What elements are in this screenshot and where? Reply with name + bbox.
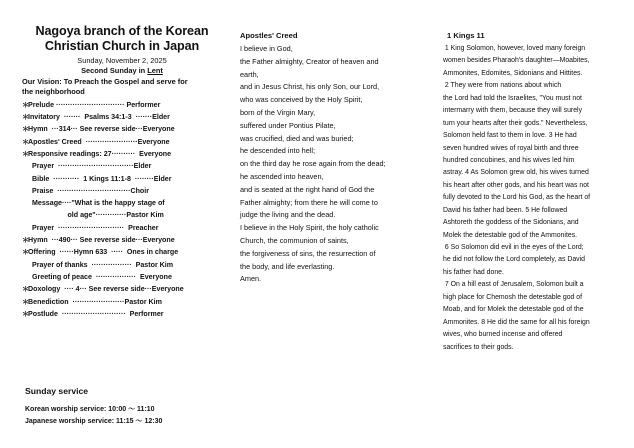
order-item-text: Prayer ···························· Preacher [32,223,159,232]
scripture-line: the Lord had told the Israelites, "You must not [443,94,582,102]
standing-mark: ＊ [22,100,30,109]
order-item [22,185,222,197]
sunday-season: Lent [147,66,163,75]
order-item [22,246,222,258]
order-item [22,222,222,234]
order-item-text: Postlude ··························· Performer [28,309,164,318]
standing-mark: ＊ [22,309,30,318]
scripture-line: wives, who burned incense and offered [443,331,563,339]
service-date: Sunday, November 2, 2025 [77,56,167,65]
scripture-line: intermarry with them, because they will surely [443,107,583,115]
sunday-prefix: Second Sunday in [81,66,148,75]
middle-column [240,0,425,286]
creed-text [240,43,425,286]
creed-line: and is seated at the right hand of God the [240,184,375,194]
standing-mark: ＊ [22,285,30,294]
order-item-text: Offering ······Hymn 633 ····· Ones in charge [28,248,179,257]
creed-line: who was conceived by the Holy Spirit, [240,95,363,105]
creed-line: he ascended into heaven, [240,171,324,181]
standing-mark: ＊ [22,125,30,134]
creed-line: Amen. [240,274,262,284]
scripture-line: turn your hearts after their gods." Nevertheless, [443,119,588,127]
japanese-service-time: Japanese worship service: 11:15 ～ 12:30 [25,418,163,425]
creed-line: the body, and life everlasting. [240,261,335,271]
order-item-text: Bible ··········· 1 Kings 11:1-8 ········Elder [32,174,172,183]
order-item-text: Benediction ······················Pastor Kim [28,297,162,306]
creed-line: Church, the communion of saints, [240,235,349,245]
scripture-line: Ammonites, Edomites, Sidonians and Hittites. [443,69,583,77]
standing-mark: ＊ [22,113,30,122]
order-item-text: Hymn ···490··· See reverse side···Everyone [28,236,175,245]
order-of-worship [22,99,222,320]
scripture-line: Solomon held fast to them in love. 3 He had [443,132,577,140]
creed-line: on the third day he rose again from the dead; [240,159,386,169]
order-item [22,99,222,111]
standing-mark: ＊ [22,236,30,245]
scripture-line: Ammonites. 8 He did the same for all his foreign [443,318,590,326]
order-item [22,173,222,185]
church-title-line1: Nagoya branch of the Korean [35,24,209,38]
church-title [22,24,222,54]
order-item-text: Prayer ································Elder [32,162,152,171]
scripture-line: his heart after other gods, and his heart was not [443,181,589,189]
creed-line: he descended into hell; [240,146,316,156]
scripture-line: he did not follow the Lord completely, as David [443,256,585,264]
scripture-line: 2 They were from nations about which [443,82,562,90]
scripture-line: his father had done. [443,268,504,276]
vision-line2: the neighborhood [22,87,85,97]
order-item-text: Doxology ···· 4··· See reverse side···Everyone [28,285,184,294]
order-item [22,308,222,320]
scripture-line: hundred concubines, and his wives led him [443,156,575,164]
scripture-line: seven hundred wives of royal birth and three [443,144,579,152]
order-item [22,271,222,283]
sunday-service-heading: Sunday service [25,386,89,396]
creed-title: Apostles' Creed [240,31,298,40]
order-item-text: Responsive readings: 27·········· Everyone [28,150,172,158]
creed-line: judge the living and the dead. [240,210,336,220]
scripture-line: 7 On a hill east of Jerusalem, Solomon built a [443,281,584,289]
standing-mark: ＊ [22,137,30,146]
order-item-text: Prayer of thanks ················· Pastor Kim [32,260,174,269]
church-title-line2: Christian Church in Japan [44,39,200,53]
order-item [22,123,222,135]
liturgical-sunday [22,66,222,76]
scripture-line: Ashtoreth the goddess of the Sidonians, and [443,219,579,227]
order-item-text: Praise ·······························Choir [32,186,149,195]
order-item [22,296,222,308]
order-item-text: Hymn ···314··· See reverse side···Everyone [28,125,175,134]
creed-line: was crucified, died and was buried; [240,133,354,143]
left-column [22,0,222,320]
creed-line: born of the Virgin Mary, [240,107,316,117]
standing-mark: ＊ [22,150,30,158]
order-item-text: Greeting of peace ················· Everyone [32,272,172,281]
scripture-line: 1 King Solomon, however, loved many foreign [443,45,586,52]
scripture-title: 1 Kings 11 [447,31,485,40]
order-item-text: Prelude ····························· Performer [28,100,161,109]
korean-service-time: Korean worship service: 10:00 ～ 11:10 [25,406,155,413]
scripture-line: Moab, and for Molek the detestable god of the [443,306,584,314]
creed-line: Father almighty; from there he will come to [240,197,378,207]
scripture-text [443,43,623,354]
creed-line: and in Jesus Christ, his only Son, our Lord, [240,82,380,92]
standing-mark: ＊ [22,248,30,257]
creed-line: I believe in God, [240,44,293,53]
order-item [22,160,222,172]
creed-line: earth, [240,69,259,79]
order-item [22,283,222,295]
creed-line: the Father almighty, Creator of heaven and [240,56,379,66]
vision-line1: Our Vision: To Preach the Gospel and serve for [22,77,188,86]
scripture-line: women besides Pharaoh's daughter—Moabites, [443,57,590,65]
order-item-text: Invitatory ······· Psalms 34:1-3 ·······Elder [28,113,170,122]
scripture-line: fully devoted to the Lord his God, as the heart of [443,194,591,202]
right-column [443,0,623,354]
scripture-line: sacrifices to their gods. [443,343,514,351]
order-item [22,234,222,246]
scripture-line: 6 So Solomon did evil in the eyes of the Lord; [443,244,584,251]
scripture-line: Molek the detestable god of the Ammonites. [443,231,578,239]
creed-line: suffered under Pontius Pilate, [240,120,336,130]
creed-line: the forgiveness of sins, the resurrection of [240,248,376,258]
scripture-line: astray. 4 As Solomon grew old, his wives turned [443,169,589,177]
standing-mark: ＊ [22,297,30,306]
order-item [22,259,222,271]
order-item-text: old age"·············Pastor Kim [32,211,164,220]
order-item-text: Message····"What is the happy stage of [32,199,165,208]
scripture-line: David his father had been. 5 He followed [443,206,568,214]
order-item [22,148,222,160]
order-item [22,209,222,221]
vision-statement [22,77,222,98]
scripture-line: high place for Chemosh the detestable god of [443,293,583,301]
order-item [22,136,222,148]
order-item [22,197,222,209]
creed-line: I believe in the Holy Spirit, the holy catholic [240,223,379,233]
order-item [22,111,222,123]
order-item-text: Apostles' Creed ······················Everyone [28,137,170,146]
